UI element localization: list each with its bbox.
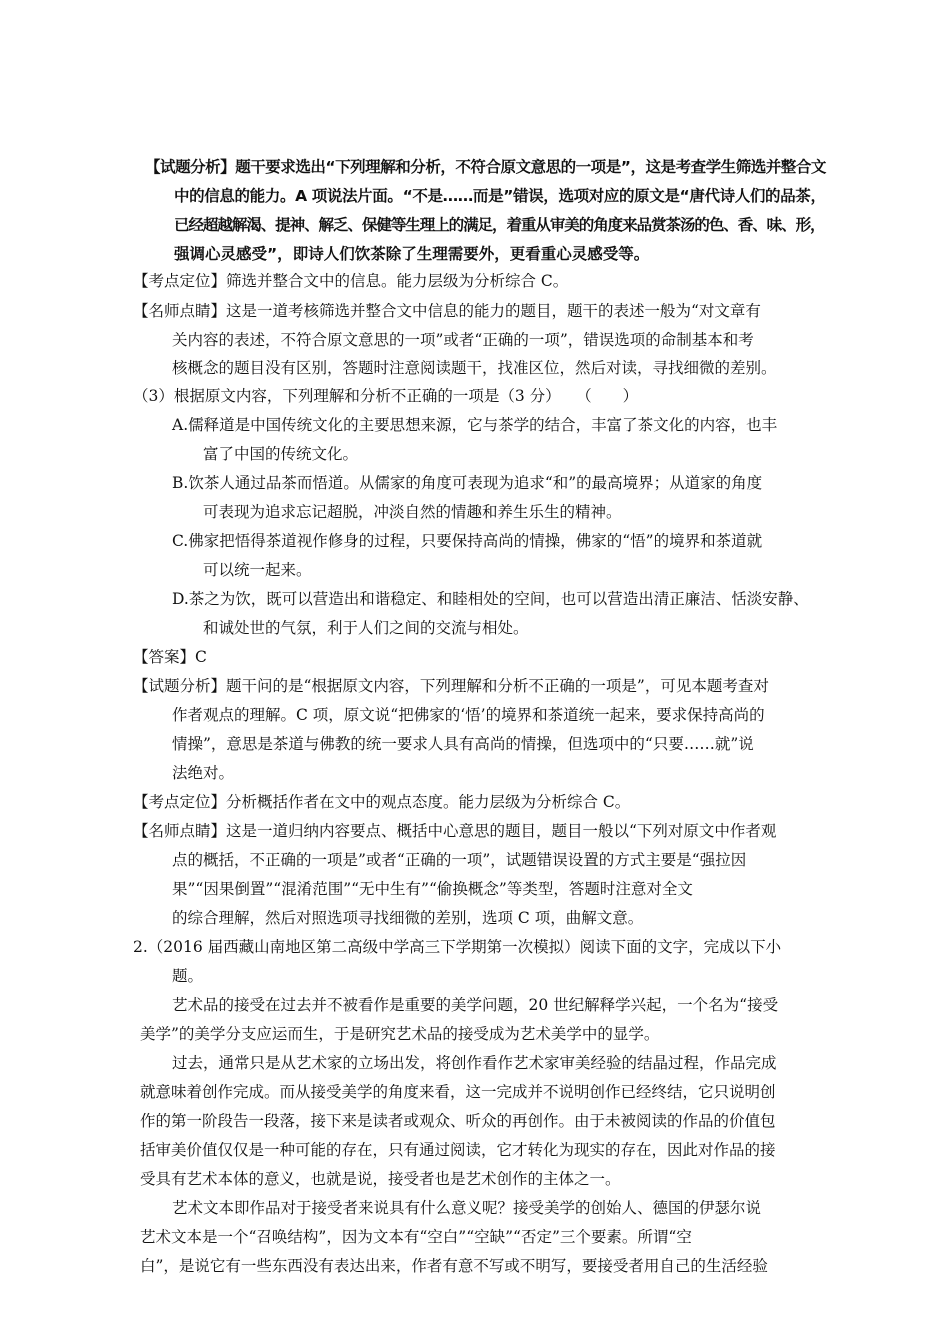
text-line: 【考点定位】筛选并整合文中的信息。能力层级为分析综合 C。 — [133, 272, 569, 290]
option-b: B.饮茶人通过品茶而悟道。从儒家的角度可表现为追求“和”的最高境界；从道家的角度 — [172, 474, 763, 492]
text-line: 【名师点睛】这是一道归纳内容要点、概括中心意思的题目，题目一般以“下列对原文中作者观 — [133, 822, 777, 840]
question-stem: （3）根据原文内容，下列理解和分析不正确的一项是（3 分） （ ） — [133, 387, 639, 405]
text-line: 关内容的表述，不符合原文意思的一项”或者“正确的一项”，错误选项的命制基本和考 — [172, 331, 754, 349]
option-d: D.茶之为饮，既可以营造出和谐稳定、和睦相处的空间，也可以营造出清正廉洁、恬淡安静、 — [172, 590, 809, 608]
text-line: 果”“因果倒置”“混淆范围”“无中生有”“偷换概念”等类型，答题时注意对全文 — [172, 880, 693, 898]
text-line: 2.（2016 届西藏山南地区第二高级中学高三下学期第一次模拟）阅读下面的文字，完成以下小 — [133, 938, 782, 956]
text-line: 点的概括，不正确的一项是”或者“正确的一项”，试题错误设置的方式主要是“强拉因 — [172, 851, 747, 869]
text-line: 【试题分析】题干要求选出“下列理解和分析，不符合原文意思的一项是”，这是考查学生筛选并整合文 — [145, 158, 826, 176]
answer-line: 【答案】C — [133, 648, 207, 666]
paragraph-line: 就意味着创作完成。而从接受美学的角度来看，这一完成并不说明创作已经终结，它只说明创 — [140, 1083, 776, 1101]
text-line: 【试题分析】题干问的是“根据原文内容，下列理解和分析不正确的一项是”，可见本题考查对 — [133, 677, 769, 695]
paragraph-line: 艺术文本是一个“召唤结构”，因为文本有“空白”“空缺”“否定”三个要素。所谓“空 — [140, 1228, 692, 1246]
paragraph-line: 白”，是说它有一些东西没有表达出来，作者有意不写或不明写，要接受者用自己的生活经验 — [140, 1257, 768, 1275]
option-b-cont: 可表现为追求忘记超脱，冲淡自然的情趣和养生乐生的精神。 — [203, 503, 622, 521]
paragraph-line: 受具有艺术本体的意义，也就是说，接受者也是艺术创作的主体之一。 — [140, 1170, 621, 1188]
text-line: 【考点定位】分析概括作者在文中的观点态度。能力层级为分析综合 C。 — [133, 793, 631, 811]
paragraph-line: 作的第一阶段告一段落，接下来是读者或观众、听众的再创作。由于未被阅读的作品的价值包 — [140, 1112, 776, 1130]
text-line: 题。 — [172, 967, 204, 985]
text-line: 【名师点睛】这是一道考核筛选并整合文中信息的能力的题目，题干的表述一般为“对文章有 — [133, 302, 761, 320]
text-line: 法绝对。 — [172, 764, 235, 782]
paragraph-line: 美学”的美学分支应运而生，于是研究艺术品的接受成为艺术美学中的显学。 — [140, 1025, 660, 1043]
paragraph-line: 艺术文本即作品对于接受者来说具有什么意义呢？接受美学的创始人、德国的伊瑟尔说 — [172, 1199, 762, 1217]
option-d-cont: 和诚处世的气氛，利于人们之间的交流与相处。 — [203, 619, 529, 637]
text-line: 已经超越解渴、提神、解乏、保健等生理上的满足，着重从审美的角度来品赏茶汤的色、香、味、形， — [174, 216, 825, 234]
option-a: A.儒释道是中国传统文化的主要思想来源，它与茶学的结合，丰富了茶文化的内容，也丰 — [172, 416, 778, 434]
option-c-cont: 可以统一起来。 — [203, 561, 312, 579]
text-line: 核概念的题目没有区别，答题时注意阅读题干，找准区位，然后对读，寻找细微的差别。 — [172, 359, 777, 377]
text-line: 强调心灵感受”，即诗人们饮茶除了生理需要外，更看重心灵感受等。 — [174, 245, 650, 263]
paragraph-line: 过去，通常只是从艺术家的立场出发，将创作看作艺术家审美经验的结晶过程，作品完成 — [172, 1054, 777, 1072]
paragraph-line: 括审美价值仅仅是一种可能的存在，只有通过阅读，它才转化为现实的存在，因此对作品的接 — [140, 1141, 776, 1159]
text-line: 中的信息的能力。A 项说法片面。“不是……而是”错误，选项对应的原文是“唐代诗人们的品茶， — [174, 187, 826, 205]
option-c: C.佛家把悟得茶道视作修身的过程，只要保持高尚的情操，佛家的“悟”的境界和茶道就 — [172, 532, 763, 550]
text-line: 情操”，意思是茶道与佛教的统一要求人具有高尚的情操，但选项中的“只要……就”说 — [172, 735, 754, 753]
text-line: 作者观点的理解。C 项，原文说“把佛家的‘悟’的境界和茶道统一起来，要求保持高尚的 — [172, 706, 765, 724]
option-a-cont: 富了中国的传统文化。 — [203, 445, 359, 463]
paragraph-line: 艺术品的接受在过去并不被看作是重要的美学问题，20 世纪解释学兴起，一个名为“接受 — [172, 996, 779, 1014]
text-line: 的综合理解，然后对照选项寻找细微的差别，选项 C 项，曲解文意。 — [172, 909, 644, 927]
